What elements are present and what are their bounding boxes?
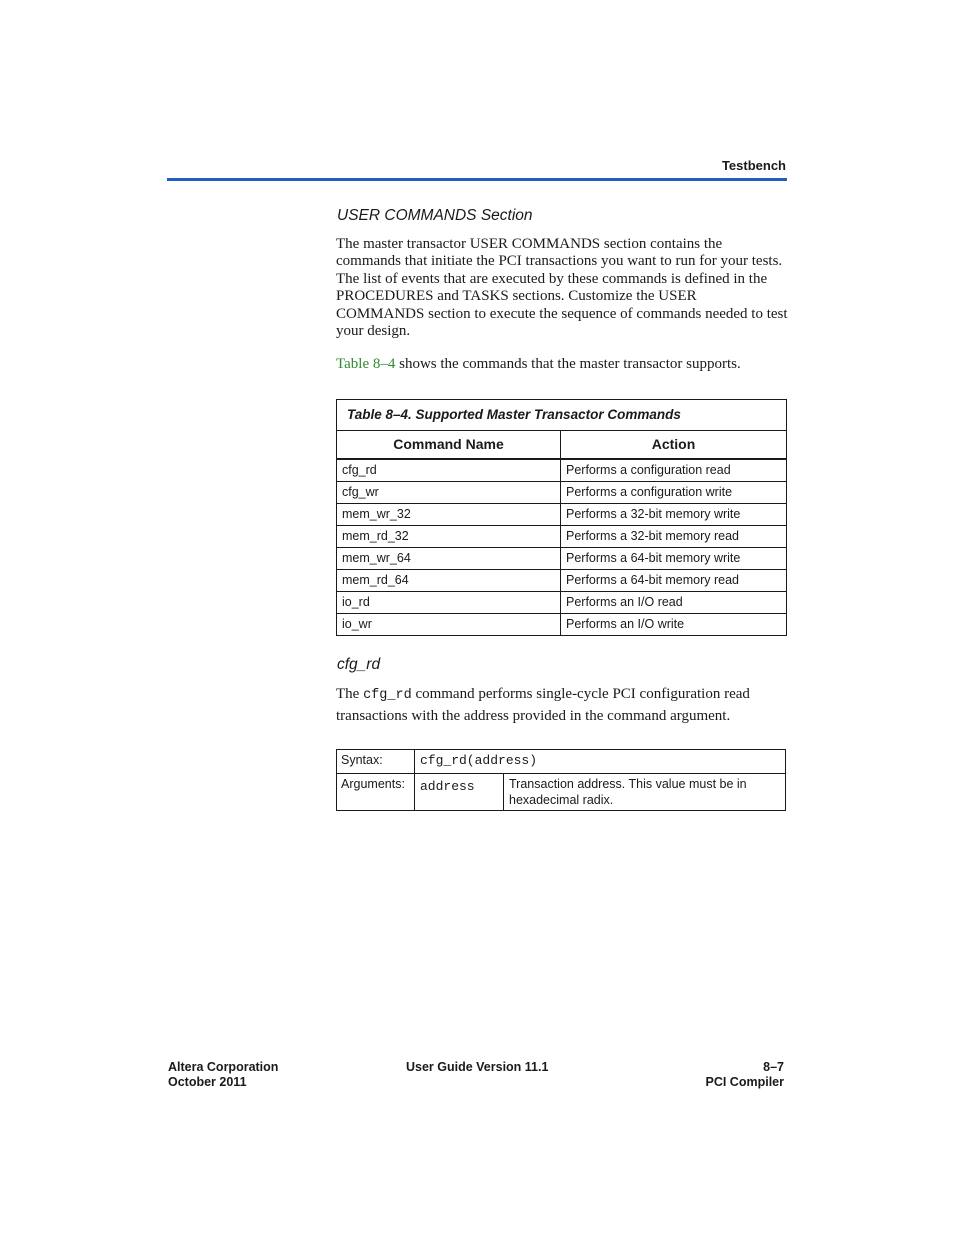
action-cell: Performs a configuration read (566, 463, 731, 477)
command-name-cell: mem_rd_64 (337, 570, 561, 591)
footer-company: Altera Corporation (168, 1060, 279, 1074)
action-cell: Performs an I/O read (566, 595, 683, 609)
action-cell: Performs a 64-bit memory write (566, 551, 741, 565)
table-header-row (337, 431, 786, 460)
table-row (337, 592, 786, 614)
section-heading: USER COMMANDS Section (337, 207, 533, 224)
cfg-rd-text-line1: command performs single-cycle PCI configuration read (411, 686, 750, 702)
footer-right (706, 1060, 785, 1090)
action-cell: Performs a 32-bit memory write (566, 507, 741, 521)
table-caption: Table 8–4. Supported Master Transactor Commands (337, 400, 786, 431)
argument-name: address (415, 774, 504, 810)
command-name-cell: cfg_rd (337, 460, 561, 481)
column-header-command-name: Command Name (337, 431, 561, 458)
footer-left (168, 1060, 278, 1090)
footer-date: October 2011 (168, 1075, 247, 1089)
intro-paragraph: The master transactor USER COMMANDS section contains the commands that initiate the PCI transactions you want to run for your tests. The list of events that are executed by these commands is defined in the PROCEDURES and TASKS sections. Customize the USER COMMANDS section to execute the sequence of commands needed to test your design. (336, 236, 788, 340)
footer-center: User Guide Version 11.1 (406, 1060, 549, 1074)
column-header-action: Action (651, 436, 696, 452)
table-link[interactable]: Table 8–4 (336, 356, 396, 372)
table-row (337, 526, 786, 548)
commands-table (336, 399, 787, 636)
cfg-rd-heading: cfg_rd (337, 656, 381, 673)
page-number: 8–7 (763, 1060, 784, 1074)
command-name-cell: mem_wr_64 (337, 548, 561, 569)
syntax-row (337, 750, 785, 774)
argument-description: Transaction address. This value must be in hexadecimal radix. (509, 777, 747, 807)
arguments-label: Arguments: (337, 774, 415, 810)
cfg-rd-text-prefix: The (336, 686, 364, 702)
running-head: Testbench (721, 158, 786, 173)
syntax-label: Syntax: (337, 750, 415, 773)
header-rule (167, 178, 787, 181)
action-cell: Performs a configuration write (566, 485, 733, 499)
table-reference-paragraph (336, 356, 788, 373)
command-name-cell: io_wr (337, 614, 561, 635)
command-name-cell: io_rd (337, 592, 561, 613)
table-row (337, 548, 786, 570)
arguments-row (337, 774, 785, 810)
action-cell: Performs a 32-bit memory read (566, 529, 739, 543)
table-row (337, 460, 786, 482)
syntax-value: cfg_rd(address) (420, 753, 538, 768)
cfg-rd-paragraph (336, 684, 788, 726)
command-name-cell: mem_wr_32 (337, 504, 561, 525)
table-row (337, 504, 786, 526)
table-row (337, 482, 786, 504)
cfg-rd-inline-code: cfg_rd (363, 688, 412, 703)
command-name-cell: mem_rd_32 (337, 526, 561, 547)
syntax-table (336, 749, 786, 811)
cfg-rd-text-line2: transactions with the address provided in the command argument. (336, 708, 731, 724)
footer-product: PCI Compiler (705, 1075, 784, 1089)
table-reference-text: shows the commands that the master transactor supports. (395, 356, 741, 372)
action-cell: Performs a 64-bit memory read (566, 573, 739, 587)
action-cell: Performs an I/O write (566, 617, 685, 631)
table-row (337, 570, 786, 592)
command-name-cell: cfg_wr (337, 482, 561, 503)
table-row (337, 614, 786, 635)
